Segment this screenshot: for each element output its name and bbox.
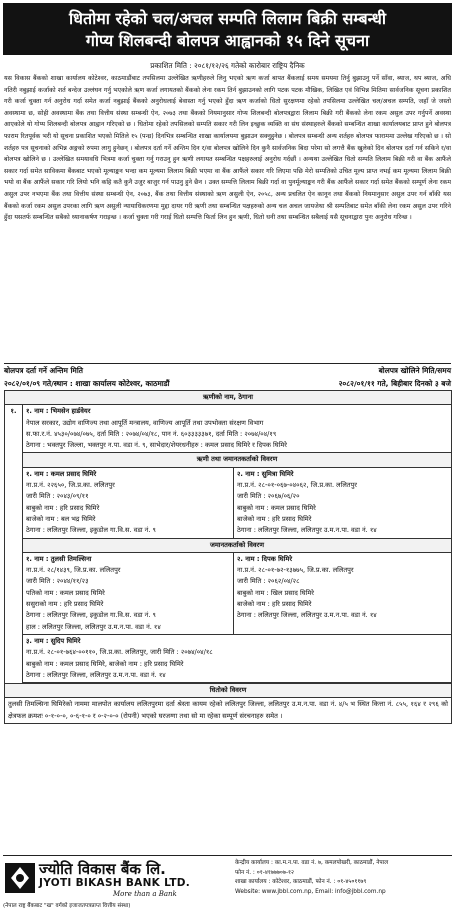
- publication-date: प्रकाशित मिति : २०८१/१२/२६ गतेको कारोबार राष्ट्रिय दैनिक: [150, 61, 305, 70]
- title-line-2: गोप्य शिलबन्दी बोलपत्र आह्वानको १५ दिने सूचना: [85, 31, 370, 50]
- details-table: [4, 390, 452, 724]
- pledger-third: [23, 634, 452, 682]
- title-line-1: धितोमा रहेको चल/अचल सम्पति लिलाम बिक्री सम्बन्धी: [68, 9, 387, 28]
- guarantor-grandfather: बाजेको नाम : बल भद्र घिमिरे: [26, 514, 96, 523]
- bank-tagline: More than a Bank: [113, 890, 177, 898]
- bank-emblem-icon: [5, 863, 35, 893]
- collateral-details: तुलसी तिमल्सिना घिमिरेको नाममा मालपोत कार्यालय ललितपुरमा दर्ता श्रेस्ता कायम रहेको ललितपुर जिल्ला, ललितपुर उ.म.न.पा. वडा नं. ४/५ भ स्थित कित्ता नं. ८५५, १६४ र २९६ को क्षेत्रफल क्रमशः ०-१-०-०, ०-६-१-० र ०-२-०-० (रोपनी) भएको घरजग्गा तथा सो मा रहेका सम्पूर्ण संरचनाहरु समेत ।: [5, 698, 452, 724]
- borrower-heading: ऋणीको नाम, ठेगाना: [5, 391, 452, 405]
- pledger-name: १. नाम : तुलसी तिमल्सिना: [26, 554, 92, 563]
- bank-licence: (नेपाल राष्ट्र बैंकबाट "ख" वर्गको इजाजतपत्रप्राप्त वित्तीय संस्था): [3, 903, 131, 909]
- central-phone: फोन नं. : ०१-४१७७७०७-१२: [235, 869, 295, 876]
- borrower-address: ठेगाना : भक्तपुर जिल्ला, भक्तपुर न.पा. वडा नं. ९, साभेदार/शेयरधनीहरु : कमल प्रसाद घिमिरे र दिपक घिमिरे: [26, 441, 287, 450]
- guarantor-right: [234, 467, 452, 538]
- pledger-citizenship: ना.प्र.नं. २८-०१-७२-१३७७५, जि.प्र.का. ललितपुर: [237, 566, 354, 575]
- bid-opening-value: २०८२/०१/११ गते, बिहीबार दिनको ३ बजे: [338, 379, 451, 388]
- guarantor-name: २. नाम : सुमित्रा घिमिरे: [237, 469, 294, 478]
- guarantor-address: ठेगाना : ललितपुर जिल्ला, ललितपुर उ.म.न.पा. वडा नं. १४: [237, 526, 377, 535]
- branch-office: शाखा कार्यालय : कोटेश्वर, काठमाडौं, फोन नं. : ०१-४५०११७९: [235, 879, 367, 886]
- pledger-right: [234, 552, 452, 634]
- guarantor-grandfather: बाजेको नाम : हरि प्रसाद घिमिरे: [237, 514, 312, 523]
- pledger-address: ठेगाना : ललितपुर जिल्ला, ललितपुर उ.म.न.पा. वडा नं. १४: [26, 670, 166, 679]
- pledger-citizenship: ना.प्र.नं. २८/१४३९, जि.प्र.का. ललितपुर: [26, 566, 121, 575]
- pledger-father-in-law: ससुराको नाम : हरि प्रसाद घिमिरे: [26, 600, 104, 609]
- intro-paragraph: यस विकास बैंकको शाखा कार्यालय कोटेश्वर, काठमाडौंबाट तपसिलमा उल्लेखित ऋणीहरुले लिनु भएको ऋण कर्जा बापत बैंकलाई समय समयमा तिर्नु बुझाउनु पर्ने साँवा, ब्याज, थप ब्याज, अधि नतिरी नबुझाई कर्जाको शर्त बन्देज उल्लंघन गर्नु भएकोले ऋण कर्जा लगायतको बैंकको लेना रकम तिर्न बुझाउनको लागि पटक पटक मौखिक, लिखित एवं विभिन्न मितिमा सार्वजनिक सूचना प्रकाशित गरी कर्जा चुक्ता गर्न अनुरोध गर्दा समेत कर्जा नबुझाई बैंकको अनुरोधलाई बेवास्ता गर्नु भएको हुँदा ऋण कर्जाको धितो सुरक्षणमा रहेको तपसिलमा उल्लेखित चल/अचल सम्पति, जहाँ जे जस्तो अवस्थामा छ, सोही अवस्थामा बैंक तथा वित्तीय संस्था सम्बन्धी ऐन, २०७३ तथा बैंकको नियमानुसार गोप्य शिलबन्दी बोलपत्रद्वारा लिलाम बिक्री गरी बैंकको लेना रकम असुल उपर गर्नुपर्ने अवस्था आएकोले यो गोप्य शिलबन्दी बोलपत्र आह्वान गरिएको छ । धितोमा रहेको तपसिलको सम्पति सकार गरी लिन इच्छुक व्यक्ति वा संघ संस्थाहरुले बैंकको सम्बन्धित शाखा कार्यालयबाट प्राप्त हुने बोलपत्र फाराम रितपूर्वक भरी यो सूचना प्रकाशित भएको मितिले १५ (पन्ध्र) दिनभित्र सम्बन्धित शाखा कार्यालयमा बुझाउन सक्नुहुनेछ । बोलपत्र सम्बन्धी अन्य शर्तहरु बोलपत्र फाराममा उल्लेख गरिएको छ । सो शर्तहरु पत्र सूचनाको अभिन्न अङ्गको रुपमा लागु हुनेछन् । बोलपत्र दर्ता गर्ने अन्तिम दिन र/वा बोलपत्र खोलिने दिन कुनै सार्वजनिक बिदा परेमा सो लगत्तै बैंक खुलेको दिन बोलपत्र दर्ता गर्न सकिने र/वा बोलपत्र खोलिने छ । उल्लेखित समयावधि भित्रमा कर्जा चुक्ता गर्नु गराउनु हुन ऋणी लगायत सम्बन्धित पक्षहरुलाई अनुरोध गर्दछौं । अन्यथा उल्लेखित धितो सम्पति लिलाम बिक्री गरी वा बैंक आफैंले सकार गर्दा समेत साविकमा बैंकबाट भएको मूल्याङ्कन भन्दा कम मूल्यमा लिलाम बिक्री भएमा वा बैंक आफैंले सकार गरि लिएमा पछि मेरो सम्पतिको उचित मूल्य प्राप्त नभई कम मूल्यमा लिलाम बिक्री भयो वा बैंक आफैंले सकार गरि लियो भनि कहि कतै कुनै उजुर बाजुर गर्न पाउनु हुने छैन । उक्त सम्पत्ति लिलाम बिक्री गर्दा वा पुनर्मूल्याङ्कन गरी बैंक आफैंले सकार गर्दा समेत बैंकको सम्पूर्ण लेना रकम असुल उपर नभएमा बैंक तथा वित्तीय संस्था सम्बन्धी ऐन, २०७३, बैंक तथा वित्तीय संस्थाको ऋण असुली ऐन, २०५८, अन्य प्रचलित ऐन कानून तथा बैंकको नियमानुसार असुल उपर गर्न बाँकी यस बैंकको कर्जा रकम असुल उपरका लागि ऋण असुली न्यायाधिकरणमा मुद्दा दायर गरी ऋणी तथा सम्बन्धित पक्षहरुको अन्य चल अचल जायजेथा श्री सम्पतिबाट समेत बाँकी लेना रकम असुल उपर गरिने हुँदा यसतर्फ सम्बन्धित सबैको ध्यानाकर्षण गराइन्छ । कर्जा चुक्ता गरी गराई धितो सम्पत्ति फिर्ता लिन हुन ऋणी, धितो धनी तथा सम्बन्धित सबैलाई यसै सूचनाद्वारा पुनः अनुरोध गरिन्छ ।: [4, 75, 451, 222]
- pledger-name: ३. नाम : सुदिप घिमिरे: [26, 636, 81, 645]
- guarantor-issue-date: जारी मिति : २०४३/०९/११: [26, 492, 89, 501]
- pledger-address: ठेगाना : ललितपुर जिल्ला, ललितपुर उ.म.न.पा. वडा नं. १४: [237, 611, 377, 620]
- guarantor-father: बाबुको नाम : हरि प्रसाद घिमिरे: [26, 503, 100, 512]
- borrower-registration: नेपाल सरकार, उद्योग वाणिज्य तथा आपूर्ति मन्त्रालय, वाणिज्य आपूर्ति तथा उपभोक्ता संरक्षण विभाग: [26, 418, 264, 427]
- pledger-issue-date: जारी मिति : २०६२/०४/२८: [237, 577, 300, 586]
- guarantor-issue-date: जारी मिति : २०६७/०६/२०: [237, 492, 300, 501]
- pledger-left: [23, 552, 234, 634]
- bank-logo: [3, 859, 218, 909]
- guarantor-left: [23, 467, 234, 538]
- pledger-husband: पतिको नाम : कमल प्रसाद घिमिरे: [26, 588, 105, 597]
- pledger-current-address: हाल : ललितपुर जिल्ला, ललितपुर उ.म.न.पा. वडा नं. १४: [26, 622, 161, 631]
- bid-deadline-value: २०८२/०१/०९ गते/स्थान : शाखा कार्यालय कोटेश्वर, काठमाडौं: [4, 379, 170, 388]
- pledger-issue-date: जारी मिति : २०४४/११/२३: [26, 577, 89, 586]
- pledger-parents: बाबुको नाम : कमल प्रसाद घिमिरे, बाजेको नाम : हरि प्रसाद घिमिरे: [26, 659, 184, 668]
- bank-name-english: JYOTI BIKASH BANK LTD.: [39, 877, 191, 889]
- divider: [4, 363, 451, 364]
- pledger-name: २. नाम : दिपक घिमिरे: [237, 554, 293, 563]
- bid-opening-label: बोलपत्र खोलिने मिति/समय: [378, 366, 451, 375]
- pledger-father: बाबुको नाम : खिल प्रसाद घिमिरे: [237, 588, 314, 597]
- bank-footer: [3, 855, 452, 912]
- deadline-values: [4, 379, 451, 389]
- guarantor-citizenship: ना.प्र.नं. २८-०१-०६७-०४०६२, जि.प्र.का. ललितपुर: [237, 481, 357, 490]
- guarantor-heading: ऋणी तथा जमानतकर्ताको विवरण: [23, 453, 452, 467]
- website-email: Website: www.jbbl.com.np, Email: info@jbbl.com.np: [235, 888, 386, 895]
- guarantor-name: १. नाम : कमल प्रसाद घिमिरे: [26, 469, 97, 478]
- borrower-name: १. नाम : भिमसेन हार्डवेयर: [26, 407, 91, 416]
- serial-number: १.: [5, 405, 23, 684]
- pledger-heading: जमानतकर्ताको विवरण: [23, 538, 452, 552]
- borrower-details: [23, 405, 452, 453]
- collateral-heading: धितोको विवरण: [5, 684, 452, 698]
- guarantor-father: बाबुको नाम : कमल प्रसाद घिमिरे: [237, 503, 316, 512]
- pledger-grandfather: बाजेको नाम : हरि प्रसाद घिमिरे: [237, 600, 312, 609]
- pledger-address: ठेगाना : ललितपुर जिल्ला, इकुडोल गा.वि.स. वडा नं. ९: [26, 611, 156, 620]
- bid-deadline-label: बोलपत्र दर्ता गर्ने अन्तिम मिति: [4, 366, 83, 375]
- pledger-citizenship: ना.प्र.नं. २८-०१-७६४-००११०, जि.प्र.का. ललितपुर, जारी मिति : २०७४/०४/१८: [26, 648, 213, 657]
- guarantor-address: ठेगाना : ललितपुर जिल्ला, इकुडोल गा.वि.स. वडा नं. ९: [26, 526, 156, 535]
- contact-block: [235, 859, 452, 897]
- title-banner: [3, 3, 452, 55]
- bank-name-nepali: ज्योति विकास बैंक लि.: [39, 860, 166, 878]
- central-office: केन्द्रीय कार्यालय : का.म.न.पा. वडा नं. ७, कमलपोखरी, काठमाडौं, नेपाल: [235, 860, 389, 866]
- guarantor-citizenship: ना.प्र.नं. २२६५०, जि.प्र.का. ललितपुर: [26, 481, 115, 490]
- deadline-labels: [4, 366, 451, 376]
- borrower-pan: स.फा.र.नं. ४५३०/०७४/०७५, दर्ता मिति : २०७४/०४/१८, पान नं. ६०३३३३३७१, दर्ता मिति : २०७४/०४/१९: [26, 429, 277, 438]
